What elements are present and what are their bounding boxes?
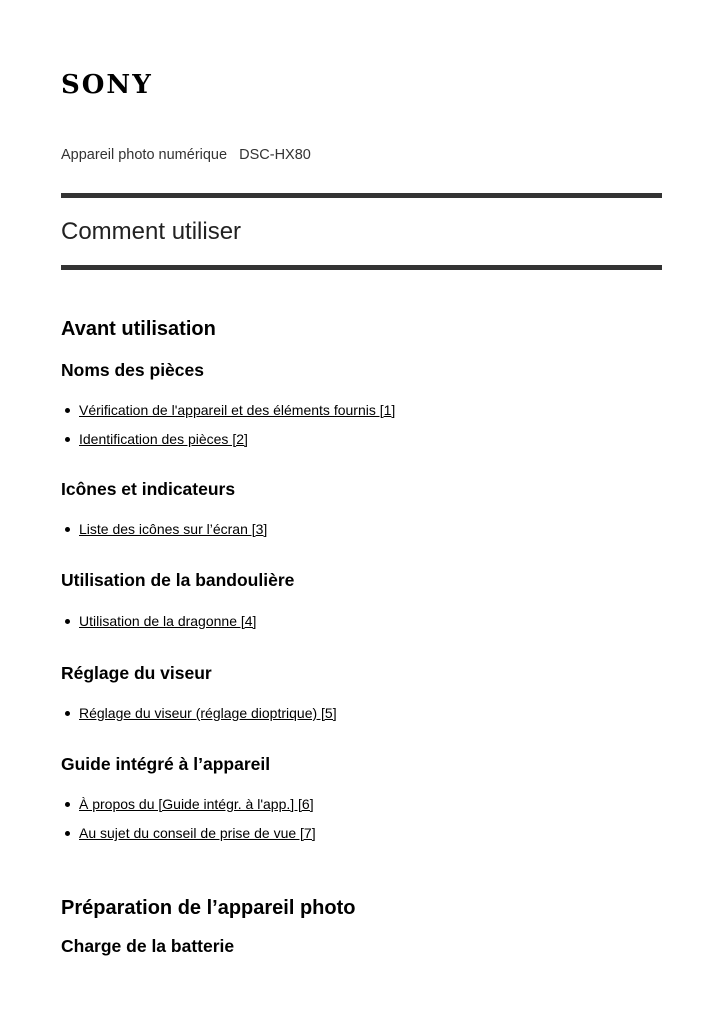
link-list: [61, 401, 662, 448]
link-list: [61, 612, 662, 630]
sony-logo: SONY: [61, 70, 153, 100]
list-item: [79, 824, 662, 842]
link-reglage-dioptrique[interactable]: Réglage du viseur (réglage dioptrique) [5]: [79, 705, 337, 721]
link-conseil-prise-de-vue[interactable]: Au sujet du conseil de prise de vue [7]: [79, 825, 316, 841]
link-guide-integre[interactable]: À propos du [Guide intégr. à l'app.] [6]: [79, 796, 314, 812]
list-item: [79, 401, 662, 419]
subsection-heading-guide-integre: Guide intégré à l’appareil: [61, 754, 271, 774]
subsection-heading-noms-des-pieces: Noms des pièces: [61, 360, 204, 380]
bottom-divider: [61, 265, 662, 270]
product-name: Appareil photo numérique DSC-HX80: [61, 147, 311, 163]
subsection-heading-bandouliere: Utilisation de la bandoulière: [61, 570, 295, 590]
list-item: [79, 612, 662, 630]
link-identification[interactable]: Identification des pièces [2]: [79, 431, 248, 447]
link-liste-icones[interactable]: Liste des icônes sur l’écran [3]: [79, 521, 268, 537]
section-heading-preparation: Préparation de l’appareil photo: [61, 897, 356, 919]
page-title: Comment utiliser: [61, 218, 242, 245]
list-item: [79, 430, 662, 448]
link-list: [61, 795, 662, 842]
link-verification[interactable]: Vérification de l'appareil et des éléments fournis [1]: [79, 402, 396, 418]
list-item: [79, 704, 662, 722]
section-heading-avant-utilisation: Avant utilisation: [61, 318, 216, 340]
link-list: [61, 704, 662, 722]
list-item: [79, 520, 662, 538]
top-divider: [61, 193, 662, 198]
subsection-heading-reglage-viseur: Réglage du viseur: [61, 663, 212, 683]
subsection-heading-icones: Icônes et indicateurs: [61, 479, 236, 499]
contents-list: [61, 316, 662, 957]
link-list: [61, 520, 662, 538]
subsection-heading-charge-batterie: Charge de la batterie: [61, 936, 235, 956]
list-item: [79, 795, 662, 813]
link-dragonne[interactable]: Utilisation de la dragonne [4]: [79, 613, 257, 629]
